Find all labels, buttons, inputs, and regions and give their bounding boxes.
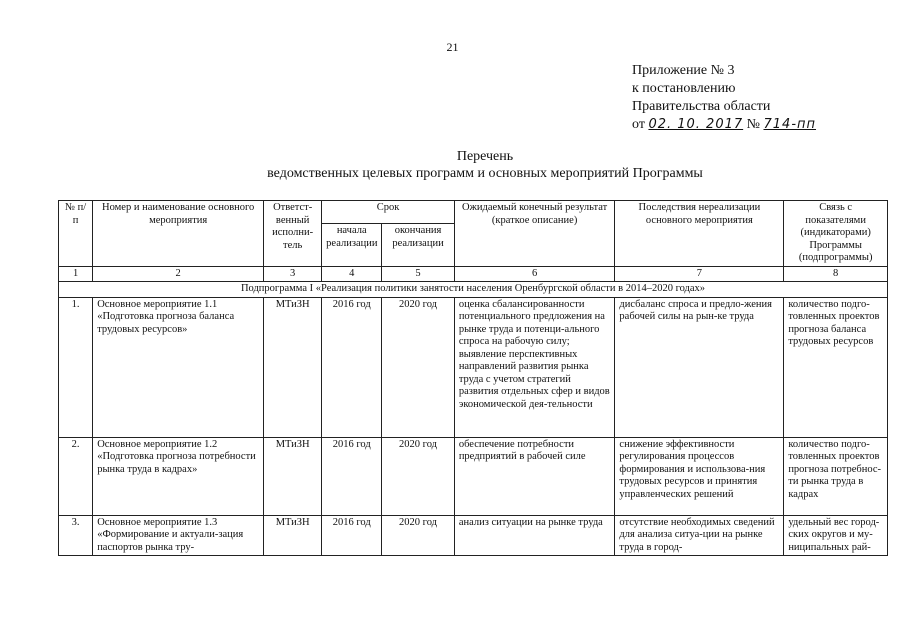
- row-name: Основное мероприятие 1.2 «Подготовка прогноза потребности рынка труда в кадрах»: [93, 437, 264, 515]
- column-number: 8: [784, 266, 888, 282]
- header-row-1: [59, 201, 888, 224]
- row-start: 2016 год: [322, 437, 382, 515]
- appendix-line-2: к постановлению: [632, 81, 736, 96]
- row-result: обеспечение потребности предприятий в рабочей силе: [454, 437, 615, 515]
- row-link: количество подго-товленных проектов прогноза потребнос-ти рынка труда в кадрах: [784, 437, 888, 515]
- header-consequence: Последствия нереализации основного мероприятия: [615, 201, 784, 267]
- document-title: [0, 148, 905, 182]
- number-prefix: №: [746, 117, 760, 132]
- row-link: количество подго-товленных проектов прогноза баланса трудовых ресурсов: [784, 297, 888, 437]
- subprogram-title: Подпрограмма I «Реализация политики занятости населения Оренбургской области в 2014–2020 годах»: [59, 282, 888, 298]
- row-responsible: МТиЗН: [264, 297, 322, 437]
- appendix-line-1: Приложение № 3: [632, 63, 735, 78]
- appendix-date-line: [632, 116, 816, 134]
- header-name: Номер и наименование основного мероприятия: [93, 201, 264, 267]
- header-term: Срок: [322, 201, 455, 224]
- column-number: 4: [322, 266, 382, 282]
- row-result: анализ ситуации на рынке труда: [454, 515, 615, 556]
- subprogram-row: [59, 282, 888, 298]
- table-row: [59, 297, 888, 437]
- header-end: окончания реализации: [382, 224, 455, 266]
- measures-table: [58, 200, 888, 556]
- title-line-1: Перечень: [456, 149, 514, 164]
- row-end: 2020 год: [382, 297, 455, 437]
- row-consequence: отсутствие необходимых сведений для анализа ситуа-ции на рынке труда в город-: [615, 515, 784, 556]
- row-consequence: снижение эффективности регулирования процессов формирования и использова-ния трудовых ресурсов и принятия управленческих решений: [615, 437, 784, 515]
- header-link: Связь с показателями (индикаторами) Программы (подпрограммы): [784, 201, 888, 267]
- row-end: 2020 год: [382, 515, 455, 556]
- column-number: 6: [454, 266, 615, 282]
- appendix-line-3: Правительства области: [632, 99, 771, 114]
- column-number: 3: [264, 266, 322, 282]
- header-number: № п/п: [59, 201, 93, 267]
- table-row: [59, 437, 888, 515]
- column-number: 7: [615, 266, 784, 282]
- row-end: 2020 год: [382, 437, 455, 515]
- header-result: Ожидаемый конечный результат (краткое описание): [454, 201, 615, 267]
- header-responsible: Ответст-венный исполни-тель: [264, 201, 322, 267]
- row-consequence: дисбаланс спроса и предло-жения рабочей силы на рын-ке труда: [615, 297, 784, 437]
- column-numbers-row: [59, 266, 888, 282]
- column-number: 5: [382, 266, 455, 282]
- row-link: удельный вес город-ских округов и му-ниципальных рай-: [784, 515, 888, 556]
- table-row: [59, 515, 888, 556]
- date-prefix: от: [632, 117, 645, 132]
- row-name: Основное мероприятие 1.1 «Подготовка прогноза баланса трудовых ресурсов»: [93, 297, 264, 437]
- row-number: 3.: [59, 515, 93, 556]
- row-responsible: МТиЗН: [264, 515, 322, 556]
- row-number: 2.: [59, 437, 93, 515]
- date-value: 02. 10. 2017: [648, 117, 744, 132]
- column-number: 1: [59, 266, 93, 282]
- header-start: начала реализации: [322, 224, 382, 266]
- title-line-2: ведомственных целевых программ и основных мероприятий Программы: [267, 166, 703, 181]
- row-number: 1.: [59, 297, 93, 437]
- row-result: оценка сбалансированности потенциального предложения на рынке труда и потенци-ального спроса на рабочую силу; выявление перспективных направлений развития рынка труда с учетом стратегий развития отдельных сфер и видов экономической дея-тельности: [454, 297, 615, 437]
- column-number: 2: [93, 266, 264, 282]
- number-value: 714-пп: [763, 117, 817, 132]
- row-start: 2016 год: [322, 515, 382, 556]
- page-number: 21: [446, 40, 459, 54]
- row-name: Основное мероприятие 1.3 «Формирование и актуали-зация паспортов рынка тру-: [93, 515, 264, 556]
- appendix-block: [632, 62, 816, 134]
- row-start: 2016 год: [322, 297, 382, 437]
- row-responsible: МТиЗН: [264, 437, 322, 515]
